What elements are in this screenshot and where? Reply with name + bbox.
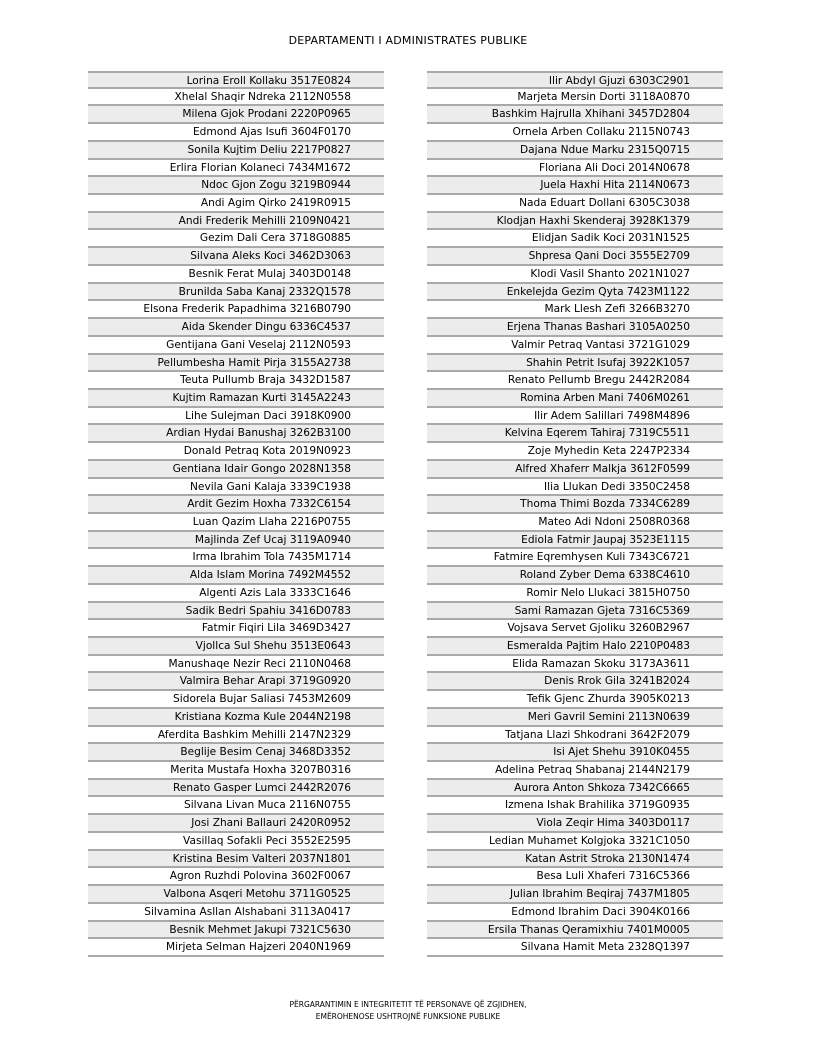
table-row: Manushaqe Nezir Reci 2110N0468: [88, 656, 384, 674]
table-row: Fatmir Fiqiri Lila 3469D3427: [88, 620, 384, 638]
table-row: Lorina Eroll Kollaku 3517E0824: [88, 71, 384, 89]
table-row: Elida Ramazan Skoku 3173A3611: [427, 656, 723, 674]
table-row: Gentiana Idair Gongo 2028N1358: [88, 461, 384, 479]
table-row: Silvana Aleks Koci 3462D3063: [88, 248, 384, 266]
table-row: Kelvina Eqerem Tahiraj 7319C5511: [427, 425, 723, 443]
table-row: Thoma Thimi Bozda 7334C6289: [427, 496, 723, 514]
table-row: Besa Luli Xhaferi 7316C5366: [427, 868, 723, 886]
table-row: Romir Nelo Llukaci 3815H0750: [427, 585, 723, 603]
table-row: Valmira Behar Arapi 3719G0920: [88, 673, 384, 691]
table-row: Aida Skender Dingu 6336C4537: [88, 319, 384, 337]
table-row: Mark Llesh Zefi 3266B3270: [427, 301, 723, 319]
table-row: Dajana Ndue Marku 2315Q0715: [427, 142, 723, 160]
table-row: Ardit Gezim Hoxha 7332C6154: [88, 496, 384, 514]
table-row: Klodjan Haxhi Skenderaj 3928K1379: [427, 213, 723, 231]
table-row: Sonila Kujtim Deliu 2217P0827: [88, 142, 384, 160]
table-row: Erjena Thanas Bashari 3105A0250: [427, 319, 723, 337]
table-row: Kristiana Kozma Kule 2044N2198: [88, 709, 384, 727]
table-row: Bashkim Hajrulla Xhihani 3457D2804: [427, 106, 723, 124]
table-row: Mateo Adi Ndoni 2508R0368: [427, 514, 723, 532]
table-row: Esmeralda Pajtim Halo 2210P0483: [427, 638, 723, 656]
table-row: Ilir Adem Salillari 7498M4896: [427, 408, 723, 426]
table-row: Gentijana Gani Veselaj 2112N0593: [88, 337, 384, 355]
table-row: Sami Ramazan Gjeta 7316C5369: [427, 603, 723, 621]
footer-line-2: EMËROHENOSE USHTROJNË FUNKSIONE PUBLIKE: [315, 1012, 501, 1021]
table-row: Gezim Dali Cera 3718G0885: [88, 230, 384, 248]
table-row: Sidorela Bujar Saliasi 7453M2609: [88, 691, 384, 709]
table-row: Tatjana Llazi Shkodrani 3642F2079: [427, 727, 723, 745]
table-row: Edmond Ajas Isufi 3604F0170: [88, 124, 384, 142]
table-row: Luan Qazim Llaha 2216P0755: [88, 514, 384, 532]
table-row: Besnik Mehmet Jakupi 7321C5630: [88, 922, 384, 940]
table-row: Alfred Xhaferr Malkja 3612F0599: [427, 461, 723, 479]
table-row: Meri Gavril Semini 2113N0639: [427, 709, 723, 727]
table-row: Merita Mustafa Hoxha 3207B0316: [88, 762, 384, 780]
page-footer: [0, 999, 816, 1023]
table-row: Zoje Myhedin Keta 2247P2334: [427, 443, 723, 461]
table-row: Floriana Ali Doci 2014N0678: [427, 160, 723, 178]
table-row: Erlira Florian Kolaneci 7434M1672: [88, 160, 384, 178]
page-title: DEPARTAMENTI I ADMINISTRATES PUBLIKE: [288, 34, 528, 47]
table-row: Brunilda Saba Kanaj 2332Q1578: [88, 284, 384, 302]
left-name-column: [88, 71, 384, 957]
table-row: Agron Ruzhdi Polovina 3602F0067: [88, 868, 384, 886]
table-row: Tefik Gjenc Zhurda 3905K0213: [427, 691, 723, 709]
table-row: Renato Pellumb Bregu 2442R2084: [427, 372, 723, 390]
table-row: Nevila Gani Kalaja 3339C1938: [88, 479, 384, 497]
table-row: Roland Zyber Dema 6338C4610: [427, 567, 723, 585]
table-row: Shahin Petrit Isufaj 3922K1057: [427, 355, 723, 373]
table-row: Ledian Muhamet Kolgjoka 3321C1050: [427, 833, 723, 851]
table-row: Xhelal Shaqir Ndreka 2112N0558: [88, 89, 384, 107]
table-row: Ilia Llukan Dedi 3350C2458: [427, 479, 723, 497]
table-row: Edmond Ibrahim Daci 3904K0166: [427, 904, 723, 922]
table-row: Ersila Thanas Qeramixhiu 7401M0005: [427, 922, 723, 940]
table-row: Adelina Petraq Shabanaj 2144N2179: [427, 762, 723, 780]
table-row: Izmena Ishak Brahilika 3719G0935: [427, 797, 723, 815]
table-row: Mirjeta Selman Hajzeri 2040N1969: [88, 939, 384, 957]
table-row: Vjollca Sul Shehu 3513E0643: [88, 638, 384, 656]
table-row: Nada Eduart Dollani 6305C3038: [427, 195, 723, 213]
table-row: Majlinda Zef Ucaj 3119A0940: [88, 532, 384, 550]
table-row: Kristina Besim Valteri 2037N1801: [88, 851, 384, 869]
table-row: Josi Zhani Ballauri 2420R0952: [88, 815, 384, 833]
table-row: Ardian Hydai Banushaj 3262B3100: [88, 425, 384, 443]
table-row: Elsona Frederik Papadhima 3216B0790: [88, 301, 384, 319]
table-row: Valmir Petraq Vantasi 3721G1029: [427, 337, 723, 355]
table-row: Katan Astrit Stroka 2130N1474: [427, 851, 723, 869]
table-row: Marjeta Mersin Dorti 3118A0870: [427, 89, 723, 107]
table-row: Ilir Abdyl Gjuzi 6303C2901: [427, 71, 723, 89]
table-row: Irma Ibrahim Tola 7435M1714: [88, 549, 384, 567]
table-row: Klodi Vasil Shanto 2021N1027: [427, 266, 723, 284]
table-row: Milena Gjok Prodani 2220P0965: [88, 106, 384, 124]
table-row: Algenti Azis Lala 3333C1646: [88, 585, 384, 603]
table-row: Denis Rrok Gila 3241B2024: [427, 673, 723, 691]
table-row: Kujtim Ramazan Kurti 3145A2243: [88, 390, 384, 408]
table-row: Julian Ibrahim Beqiraj 7437M1805: [427, 886, 723, 904]
table-row: Fatmire Eqremhysen Kuli 7343C6721: [427, 549, 723, 567]
table-row: Juela Haxhi Hita 2114N0673: [427, 177, 723, 195]
table-row: Vasillaq Sofakli Peci 3552E2595: [88, 833, 384, 851]
table-row: Sadik Bedri Spahiu 3416D0783: [88, 603, 384, 621]
table-row: Ndoc Gjon Zogu 3219B0944: [88, 177, 384, 195]
table-row: Teuta Pullumb Braja 3432D1587: [88, 372, 384, 390]
table-row: Silvamina Asllan Alshabani 3113A0417: [88, 904, 384, 922]
table-row: Donald Petraq Kota 2019N0923: [88, 443, 384, 461]
table-row: Ornela Arben Collaku 2115N0743: [427, 124, 723, 142]
right-name-column: [427, 71, 723, 957]
table-row: Elidjan Sadik Koci 2031N1525: [427, 230, 723, 248]
table-row: Pellumbesha Hamit Pirja 3155A2738: [88, 355, 384, 373]
table-row: Silvana Livan Muca 2116N0755: [88, 797, 384, 815]
table-row: Viola Zeqir Hima 3403D0117: [427, 815, 723, 833]
table-row: Aferdita Bashkim Mehilli 2147N2329: [88, 727, 384, 745]
table-row: Romina Arben Mani 7406M0261: [427, 390, 723, 408]
table-row: Andi Frederik Mehilli 2109N0421: [88, 213, 384, 231]
table-row: Andi Agim Qirko 2419R0915: [88, 195, 384, 213]
table-row: Besnik Ferat Mulaj 3403D0148: [88, 266, 384, 284]
table-row: Valbona Asqeri Metohu 3711G0525: [88, 886, 384, 904]
table-row: Vojsava Servet Gjoliku 3260B2967: [427, 620, 723, 638]
table-row: Shpresa Qani Doci 3555E2709: [427, 248, 723, 266]
table-row: Lihe Sulejman Daci 3918K0900: [88, 408, 384, 426]
table-row: Isi Ajet Shehu 3910K0455: [427, 744, 723, 762]
table-row: Ediola Fatmir Jaupaj 3523E1115: [427, 532, 723, 550]
table-row: Alda Islam Morina 7492M4552: [88, 567, 384, 585]
table-row: Beglije Besim Cenaj 3468D3352: [88, 744, 384, 762]
footer-line-1: PËRGARANTIMIN E INTEGRITETIT TË PERSONAVE QË ZGJIDHEN,: [289, 1000, 527, 1009]
table-row: Aurora Anton Shkoza 7342C6665: [427, 780, 723, 798]
table-row: Renato Gasper Lumci 2442R2076: [88, 780, 384, 798]
table-row: Enkelejda Gezim Qyta 7423M1122: [427, 284, 723, 302]
table-row: Silvana Hamit Meta 2328Q1397: [427, 939, 723, 957]
